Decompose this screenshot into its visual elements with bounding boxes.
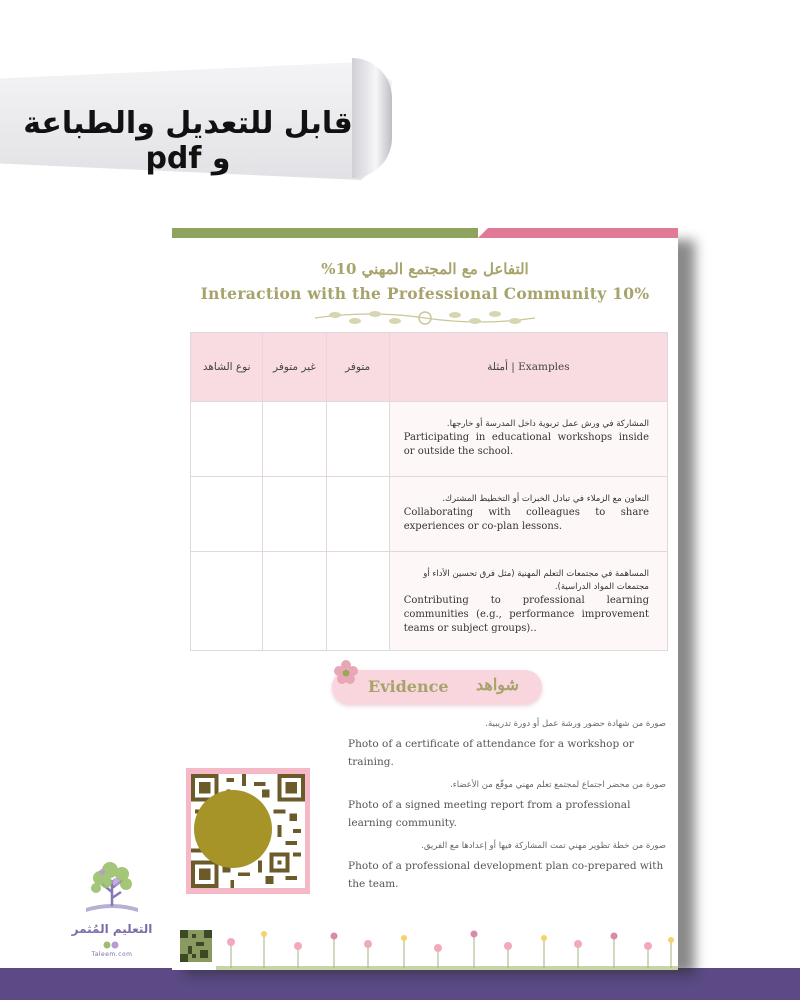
example-text-en: Contributing to professional learning communities (e.g., performance improvement teams or subject groups).. bbox=[403, 595, 649, 634]
available-cell[interactable] bbox=[326, 552, 389, 651]
top-accent-green bbox=[172, 228, 478, 238]
not-available-cell[interactable] bbox=[263, 477, 326, 552]
evidence-type-cell[interactable] bbox=[191, 477, 263, 552]
floral-border bbox=[216, 928, 678, 970]
promo-title: قابل للتعديل والطباعة و pdf bbox=[23, 106, 353, 176]
example-text-en: Collaborating with colleagues to share experiences or co-plan lessons. bbox=[403, 507, 649, 532]
evidence-item-en: Photo of a professional development plan co-prepared with the team. bbox=[348, 860, 664, 890]
not-available-cell[interactable] bbox=[263, 552, 326, 651]
example-text-en: Participating in educational workshops inside or outside the school. bbox=[403, 432, 649, 457]
header-evidence-type: نوع الشاهد bbox=[191, 333, 263, 402]
seal-icon bbox=[194, 790, 272, 868]
flower-icon bbox=[334, 660, 358, 684]
example-cell bbox=[389, 552, 667, 651]
available-cell[interactable] bbox=[326, 477, 389, 552]
table-header-row bbox=[191, 333, 668, 402]
small-qr-icon bbox=[180, 930, 212, 962]
examples-table bbox=[190, 332, 668, 651]
header-not-available: غير متوفر bbox=[263, 333, 326, 402]
example-text-ar: المشاركة في ورش عمل تربوية داخل المدرسة أو خارجها. bbox=[446, 419, 649, 429]
top-accent-pink bbox=[478, 228, 678, 238]
example-cell bbox=[389, 402, 667, 477]
evidence-type-cell[interactable] bbox=[191, 402, 263, 477]
document-page bbox=[172, 228, 678, 970]
evidence-item-ar: صورة من محضر اجتماع لمجتمع تعلم مهني موقّع من الأعضاء. bbox=[450, 780, 666, 790]
available-cell[interactable] bbox=[326, 402, 389, 477]
header-examples: أمثلة | Examples bbox=[389, 333, 667, 402]
page-title-ar: التفاعل مع المجتمع المهني 10% bbox=[321, 260, 529, 278]
tree-logo-icon bbox=[80, 856, 144, 916]
evidence-type-cell[interactable] bbox=[191, 552, 263, 651]
logo-name: التعليم المُثمر bbox=[71, 922, 153, 936]
page-title-en: Interaction with the Professional Community 10% bbox=[200, 284, 650, 303]
evidence-item bbox=[348, 718, 666, 771]
evidence-item bbox=[348, 840, 666, 893]
evidence-item-ar: صورة من خطة تطوير مهني تمت المشاركة فيها أو إعدادها مع الفريق. bbox=[421, 841, 666, 851]
evidence-item bbox=[348, 779, 666, 832]
example-cell bbox=[389, 477, 667, 552]
not-available-cell[interactable] bbox=[263, 402, 326, 477]
header-available: متوفر bbox=[326, 333, 389, 402]
evidence-item-ar: صورة من شهادة حضور ورشة عمل أو دورة تدريبية. bbox=[485, 719, 666, 729]
example-text-ar: المساهمة في مجتمعات التعلم المهنية (مثل فرق تحسين الأداء أو مجتمعات المواد الدراسية). bbox=[423, 569, 649, 592]
table-row bbox=[191, 477, 668, 552]
table-row bbox=[191, 402, 668, 477]
evidence-list bbox=[348, 718, 666, 901]
evidence-label-ar: شواهد bbox=[476, 675, 519, 694]
example-text-ar: التعاون مع الزملاء في تبادل الخبرات أو التخطيط المشترك. bbox=[442, 494, 649, 504]
table-row bbox=[191, 552, 668, 651]
logo-url: Taleem.com bbox=[91, 951, 133, 958]
evidence-item-en: Photo of a certificate of attendance for a workshop or training. bbox=[348, 738, 634, 768]
logo-dots-icon bbox=[99, 941, 123, 949]
evidence-item-en: Photo of a signed meeting report from a professional learning community. bbox=[348, 799, 631, 829]
evidence-label-en: Evidence bbox=[368, 677, 449, 696]
vine-ornament bbox=[310, 308, 540, 328]
